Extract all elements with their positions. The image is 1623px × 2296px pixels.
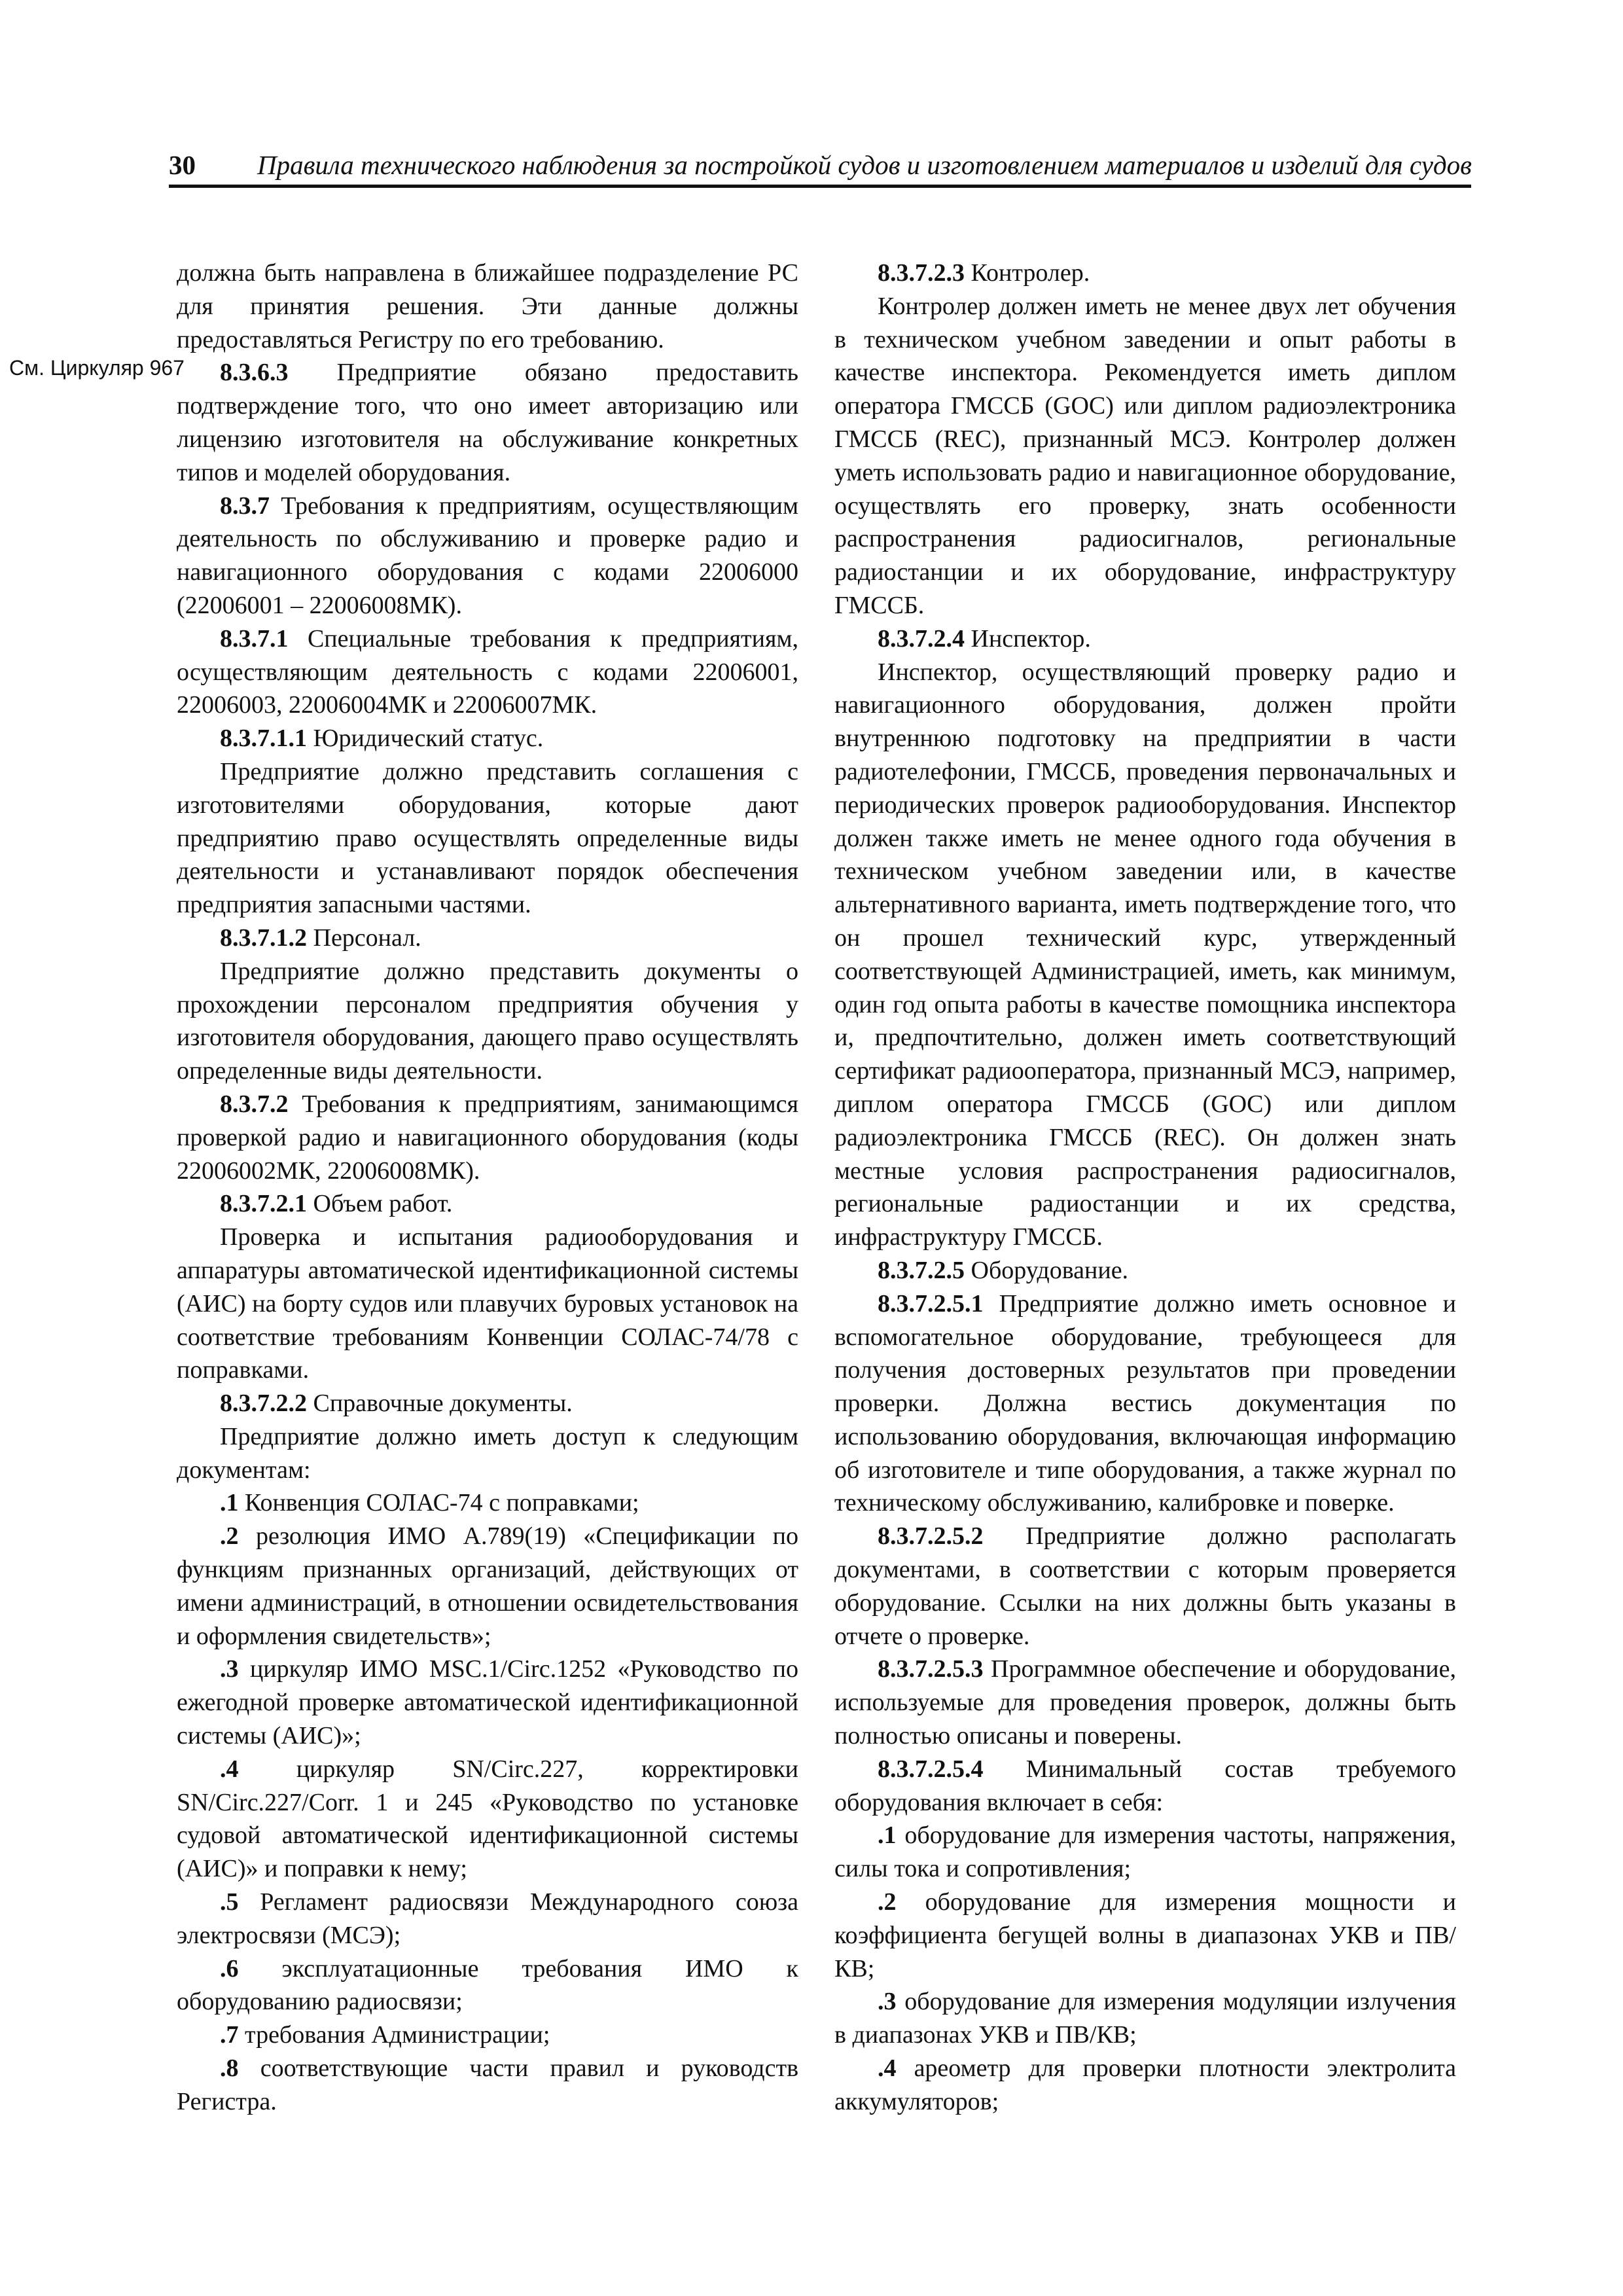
clause-number: 8.3.7.1.2 [220, 924, 307, 952]
paragraph-text: Оборудование. [971, 1256, 1129, 1284]
paragraph [834, 1985, 1456, 2052]
clause-number: 8.3.7.2.5.4 [878, 1755, 984, 1783]
paragraph-text: Конвенция СОЛАС-74 с поправками; [245, 1489, 639, 1517]
paragraph [177, 2018, 798, 2052]
paragraph [177, 1420, 798, 1487]
page-number: 30 [169, 150, 196, 180]
paragraph-text: Предприятие должно представить документы о прохождении персоналом предприятия обучения у изготовителя оборудования, дающего право осуществлять определенные виды деятельности. [177, 957, 798, 1085]
paragraph [177, 955, 798, 1088]
clause-number: 8.3.7.2 [220, 1090, 289, 1118]
paragraph-text: Требования к предприятиям, занимающимся проверкой радио и навигационного оборудования (коды 22006002МК, 22006008МК). [177, 1090, 798, 1185]
paragraph-text: ареометр для проверки плотности электролита аккумуляторов; [834, 2054, 1457, 2115]
paragraph [177, 1952, 798, 2019]
clause-number: .3 [878, 1988, 897, 2016]
paragraph [177, 257, 798, 356]
paragraph-text: Справочные документы. [313, 1390, 573, 1418]
paragraph [834, 1287, 1456, 1520]
clause-number: .3 [220, 1655, 239, 1683]
clause-number: .1 [878, 1821, 897, 1850]
paragraph-text: Регламент радиосвязи Международного союза электросвязи (МСЭ); [177, 1888, 798, 1949]
paragraph-text: Предприятие обязано предоставить подтверждение того, что оно имеет авторизацию или лицензию изготовителя на обслуживание конкретных типов и моделей оборудования. [177, 359, 798, 486]
clause-number: 8.3.7.2.3 [878, 259, 965, 287]
clause-number: .5 [220, 1888, 239, 1916]
clause-number: 8.3.7.1.1 [220, 725, 307, 753]
clause-number: 8.3.7 [220, 492, 270, 520]
paragraph [177, 755, 798, 922]
paragraph-text: Минимальный состав требуемого оборудования включает в себя: [834, 1755, 1456, 1816]
clause-number: 8.3.7.2.5.1 [878, 1289, 984, 1318]
clause-number: 8.3.7.2.5 [878, 1256, 965, 1284]
clause-number: .6 [220, 1954, 239, 1982]
paragraph [834, 1520, 1456, 1653]
clause-number: 8.3.7.2.4 [878, 624, 965, 653]
paragraph [834, 656, 1456, 1254]
paragraph [177, 722, 798, 755]
paragraph [177, 1088, 798, 1187]
clause-number: .7 [220, 2021, 239, 2049]
paragraph [177, 2052, 798, 2119]
clause-number: .4 [220, 1755, 239, 1783]
paragraph [834, 257, 1456, 290]
paragraph-text: Инспектор, осуществляющий проверку радио и навигационного оборудования, должен пройти внутреннюю подготовку на предприятии в части радиотелефонии, ГМССБ, проведения первоначальных и периодических проверок радиооборудования. Инспектор должен также иметь не менее одного года обучения в техническом учебном заведении или, в качестве альтернативного варианта, иметь подтверждение того, что он прошел технический курс, утвержденный соответствующей Администрацией, иметь, как минимум, один год опыта работы в качестве помощника инспектора и, предпочтительно, должен иметь соответствующий сертификат радиооператора, признанный МСЭ, например, диплом оператора ГМССБ (GOC) или диплом радиоэлектроника ГМССБ (REC). Он должен знать местные условия распространения радиосигналов, региональные радиостанции и их средства, инфраструктуру ГМССБ. [834, 658, 1456, 1251]
paragraph-text: должна быть направлена в ближайшее подразделение РС для принятия решения. Эти данные должны предоставляться Регистру по его требованию. [177, 259, 798, 353]
clause-number: .1 [220, 1489, 239, 1517]
paragraph-text: соответствующие части правил и руководств Регистра. [177, 2054, 799, 2115]
paragraph-text: циркуляр SN/Circ.227, корректировки SN/Circ.227/Corr. 1 и 245 «Руководство по установке судовой автоматической идентификационной системы (АИС)» и поправки к нему; [177, 1755, 799, 1883]
clause-number: .8 [220, 2054, 239, 2083]
paragraph-text: резолюция ИМО А.789(19) «Спецификации по функциям признанных организаций, действующих от имени администраций, в отношении освидетельствования и оформления свидетельств»; [177, 1522, 798, 1650]
clause-number: 8.3.7.2.2 [220, 1390, 307, 1418]
clause-number: 8.3.7.2.1 [220, 1190, 307, 1218]
clause-number: .2 [878, 1888, 897, 1916]
paragraph [834, 622, 1456, 656]
right-column [834, 257, 1456, 2119]
paragraph-text: требования Администрации; [245, 2021, 550, 2049]
paragraph-text: Специальные требования к предприятиям, осуществляющим деятельность с кодами 22006001, 22006003, 22006004МК и 22006007МК. [177, 624, 799, 719]
paragraph [177, 1187, 798, 1221]
running-header [169, 148, 1471, 188]
clause-number: 8.3.6.3 [220, 359, 289, 387]
paragraph-text: Программное обеспечение и оборудование, используемые для проведения проверок, должны быть полностью описаны и поверены. [834, 1655, 1456, 1750]
paragraph [834, 1886, 1456, 1985]
paragraph [834, 1254, 1456, 1287]
paragraph [834, 1653, 1456, 1752]
paragraph-text: Инспектор. [971, 624, 1091, 653]
paragraph-text: Предприятие должно представить соглашения с изготовителями оборудования, которые дают предприятию право осуществлять определенные виды деятельности и устанавливают порядок обеспечения предприятия запасными частями. [177, 757, 798, 919]
paragraph [177, 1221, 798, 1387]
paragraph-text: Предприятие должно располагать документами, в соответствии с которым проверяется оборудование. Ссылки на них должны быть указаны в отчете о проверке. [834, 1522, 1456, 1650]
paragraph-text: Предприятие должно иметь основное и вспомогательное оборудование, требующееся для получения достоверных результатов при проведении проверки. Должна вестись документация по использованию оборудования, включающая информацию об изготовителе и типе оборудования, а также журнал по техническому обслуживанию, калибровке и поверке. [834, 1289, 1457, 1517]
paragraph-text: оборудование для измерения частоты, напряжения, силы тока и сопротивления; [834, 1821, 1456, 1883]
paragraph-text: эксплуатационные требования ИМО к оборудованию радиосвязи; [177, 1954, 799, 2016]
paragraph [834, 1819, 1456, 1886]
paragraph-text: Контролер должен иметь не менее двух лет обучения в техническом учебном заведении и опыт работы в качестве инспектора. Рекомендуется иметь диплом оператора ГМССБ (GOC) или диплом радиоэлектроника ГМССБ (REC), признанный МСЭ. Контролер должен уметь использовать радио и навигационное оборудование, осуществлять его проверку, знать особенности распространения радиосигналов, региональные радиостанции и их оборудование, инфраструктуру ГМССБ. [834, 292, 1456, 619]
paragraph-text: Предприятие должно иметь доступ к следующим документам: [177, 1422, 798, 1484]
paragraph [834, 290, 1456, 622]
paragraph [177, 490, 798, 622]
clause-number: .4 [878, 2054, 897, 2083]
left-column [177, 257, 798, 2119]
paragraph-text: Юридический статус. [313, 725, 544, 753]
paragraph [177, 922, 798, 955]
clause-number: 8.3.7.2.5.2 [878, 1522, 984, 1551]
paragraph-text: Проверка и испытания радиооборудования и аппаратуры автоматической идентификационной системы (АИС) на борту судов или плавучих буровых установок на соответствие требованиям Конвенции СОЛАС-74/78 с поправками. [177, 1223, 798, 1384]
clause-number: 8.3.7.1 [220, 624, 289, 653]
paragraph-text: Контролер. [971, 259, 1090, 287]
margin-note: См. Циркуляр 967 [9, 356, 185, 380]
paragraph-text: Персонал. [313, 924, 421, 952]
paragraph [177, 1520, 798, 1653]
clause-number: .2 [220, 1522, 239, 1551]
paragraph [834, 1753, 1456, 1820]
clause-number: 8.3.7.2.5.3 [878, 1655, 984, 1683]
running-title: Правила технического наблюдения за постройкой судов и изготовлением материалов и изделий для судов [257, 150, 1472, 180]
paragraph [177, 1653, 798, 1752]
paragraph [177, 1387, 798, 1420]
paragraph-text: циркуляр ИМО MSC.1/Circ.1252 «Руководство по ежегодной проверке автоматической идентификационной системы (АИС)»; [177, 1655, 799, 1750]
paragraph [834, 2052, 1456, 2119]
paragraph [177, 622, 798, 722]
paragraph [177, 1886, 798, 1952]
paragraph [177, 1486, 798, 1520]
paragraph [177, 356, 798, 489]
paragraph-text: Объем работ. [313, 1190, 453, 1218]
paragraph [177, 1753, 798, 1886]
paragraph-text: Требования к предприятиям, осуществляющим деятельность по обслуживанию и проверке радио и навигационного оборудования с кодами 22006000 (22006001 – 22006008МК). [177, 492, 798, 619]
paragraph-text: оборудование для измерения модуляции излучения в диапазонах УКВ и ПВ/КВ; [834, 1988, 1457, 2049]
paragraph-text: оборудование для измерения мощности и коэффициента бегущей волны в диапазонах УКВ и ПВ/КВ; [834, 1888, 1456, 1982]
